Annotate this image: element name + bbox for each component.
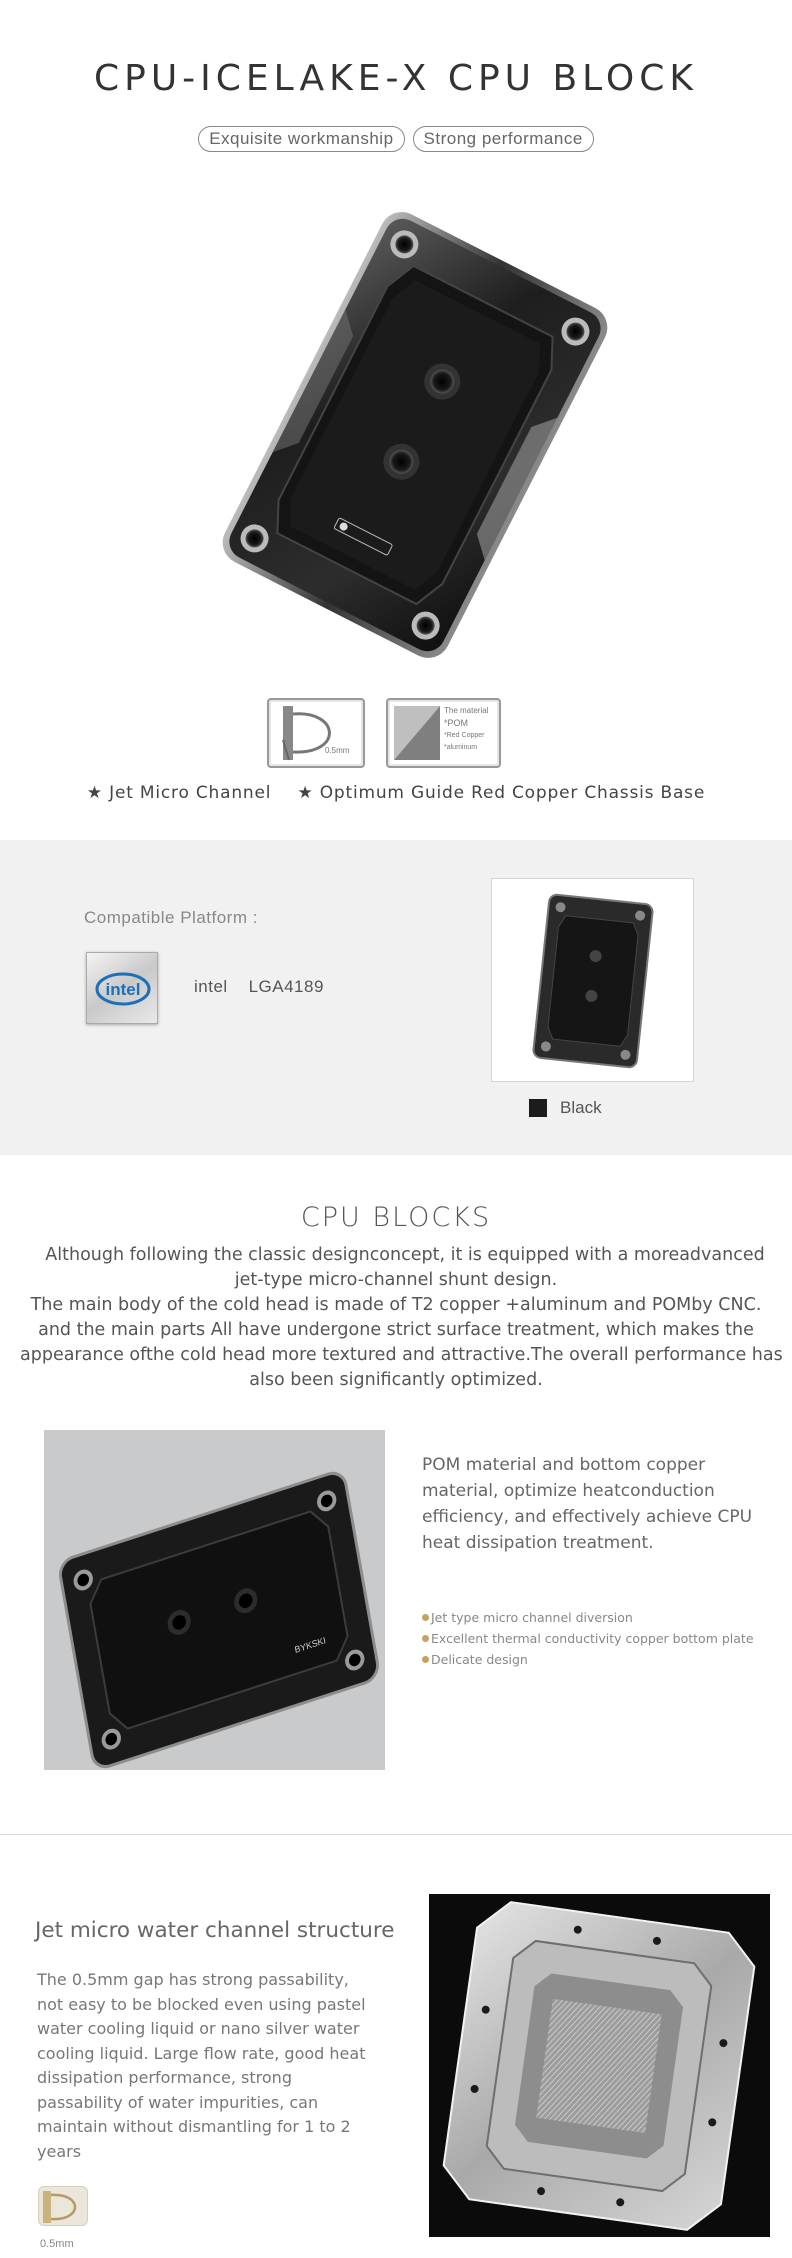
feature-bullets [422, 1607, 754, 1670]
feature-jet-channel: ★ Jet Micro Channel [86, 783, 272, 803]
page-title: CPU-ICELAKE-X CPU BLOCK [93, 58, 699, 99]
bullet-dot-icon [422, 1656, 429, 1663]
bullet-dot-icon [422, 1614, 429, 1621]
bullet-item: Delicate design [422, 1649, 754, 1670]
material-copper: *Red Copper [444, 732, 485, 739]
intel-logo-text: intel [105, 980, 141, 999]
desc-line-4: and the main parts All have undergone strict surface treatment, which makes the [38, 1320, 754, 1340]
bullet-dot-icon [422, 1635, 429, 1642]
section-title-jet-micro: Jet micro water channel structure [35, 1918, 395, 1943]
feature-thumb-material [386, 698, 501, 768]
jet-micro-description: The 0.5mm gap has strong passability, not easy to be blocked even using pastel water cooling liquid or nano silver water cooling liquid. Large flow rate, good heat dissipation performance, strong passability of water impurities, can maintain without dismantling for 1 to 2 years [37, 1970, 366, 2161]
product-render-main [195, 205, 635, 665]
section-title-cpu-blocks: CPU BLOCKS [300, 1202, 492, 1233]
color-swatch-black [529, 1099, 547, 1117]
tag-performance: Strong performance [413, 126, 594, 152]
desc-line-2: jet-type micro-channel shunt design. [234, 1270, 558, 1290]
hero-tags [0, 126, 792, 152]
channel-gap-icon-label: 0.5mm [40, 2238, 74, 2250]
bullet-item: Jet type micro channel diversion [422, 1607, 754, 1628]
desc-line-1: Although following the classic designconcept, it is equipped with a moreadvanced [45, 1245, 765, 1265]
material-pom: *POM [444, 718, 469, 728]
feature-copper-base: ★ Optimum Guide Red Copper Chassis Base [297, 783, 706, 803]
tag-workmanship: Exquisite workmanship [198, 126, 404, 152]
desc-line-6: also been significantly optimized. [249, 1370, 543, 1390]
channel-gap-icon [38, 2186, 88, 2226]
cpu-blocks-description [20, 1243, 783, 1393]
compatible-platform-label: Compatible Platform : [84, 908, 258, 927]
channel-gap-label: 0.5mm [325, 746, 350, 755]
block-brand-mark: BYKSKI [293, 1635, 327, 1656]
feature-thumb-channel [267, 698, 365, 768]
material-title: The material [444, 706, 489, 715]
platform-name: intel LGA4189 [194, 977, 324, 996]
intel-logo [86, 952, 158, 1024]
section-divider [0, 1834, 792, 1835]
material-aluminum: *aluminum [444, 744, 478, 751]
bullet-item: Excellent thermal conductivity copper bottom plate [422, 1628, 754, 1649]
color-label: Black [560, 1098, 602, 1117]
feature-highlights [0, 783, 792, 803]
pom-material-text: POM material and bottom copper material, optimize heatconduction efficiency, and effectively achieve CPU heat dissipation treatment. [422, 1455, 753, 1553]
cpu-block-photo [44, 1430, 385, 1770]
product-thumbnail [491, 878, 694, 1082]
desc-line-3: The main body of the cold head is made of T2 copper +aluminum and POMby CNC. [30, 1295, 762, 1315]
desc-line-5: appearance ofthe cold head more textured and attractive.The overall performance has [20, 1345, 783, 1365]
cold-plate-photo [429, 1894, 770, 2237]
